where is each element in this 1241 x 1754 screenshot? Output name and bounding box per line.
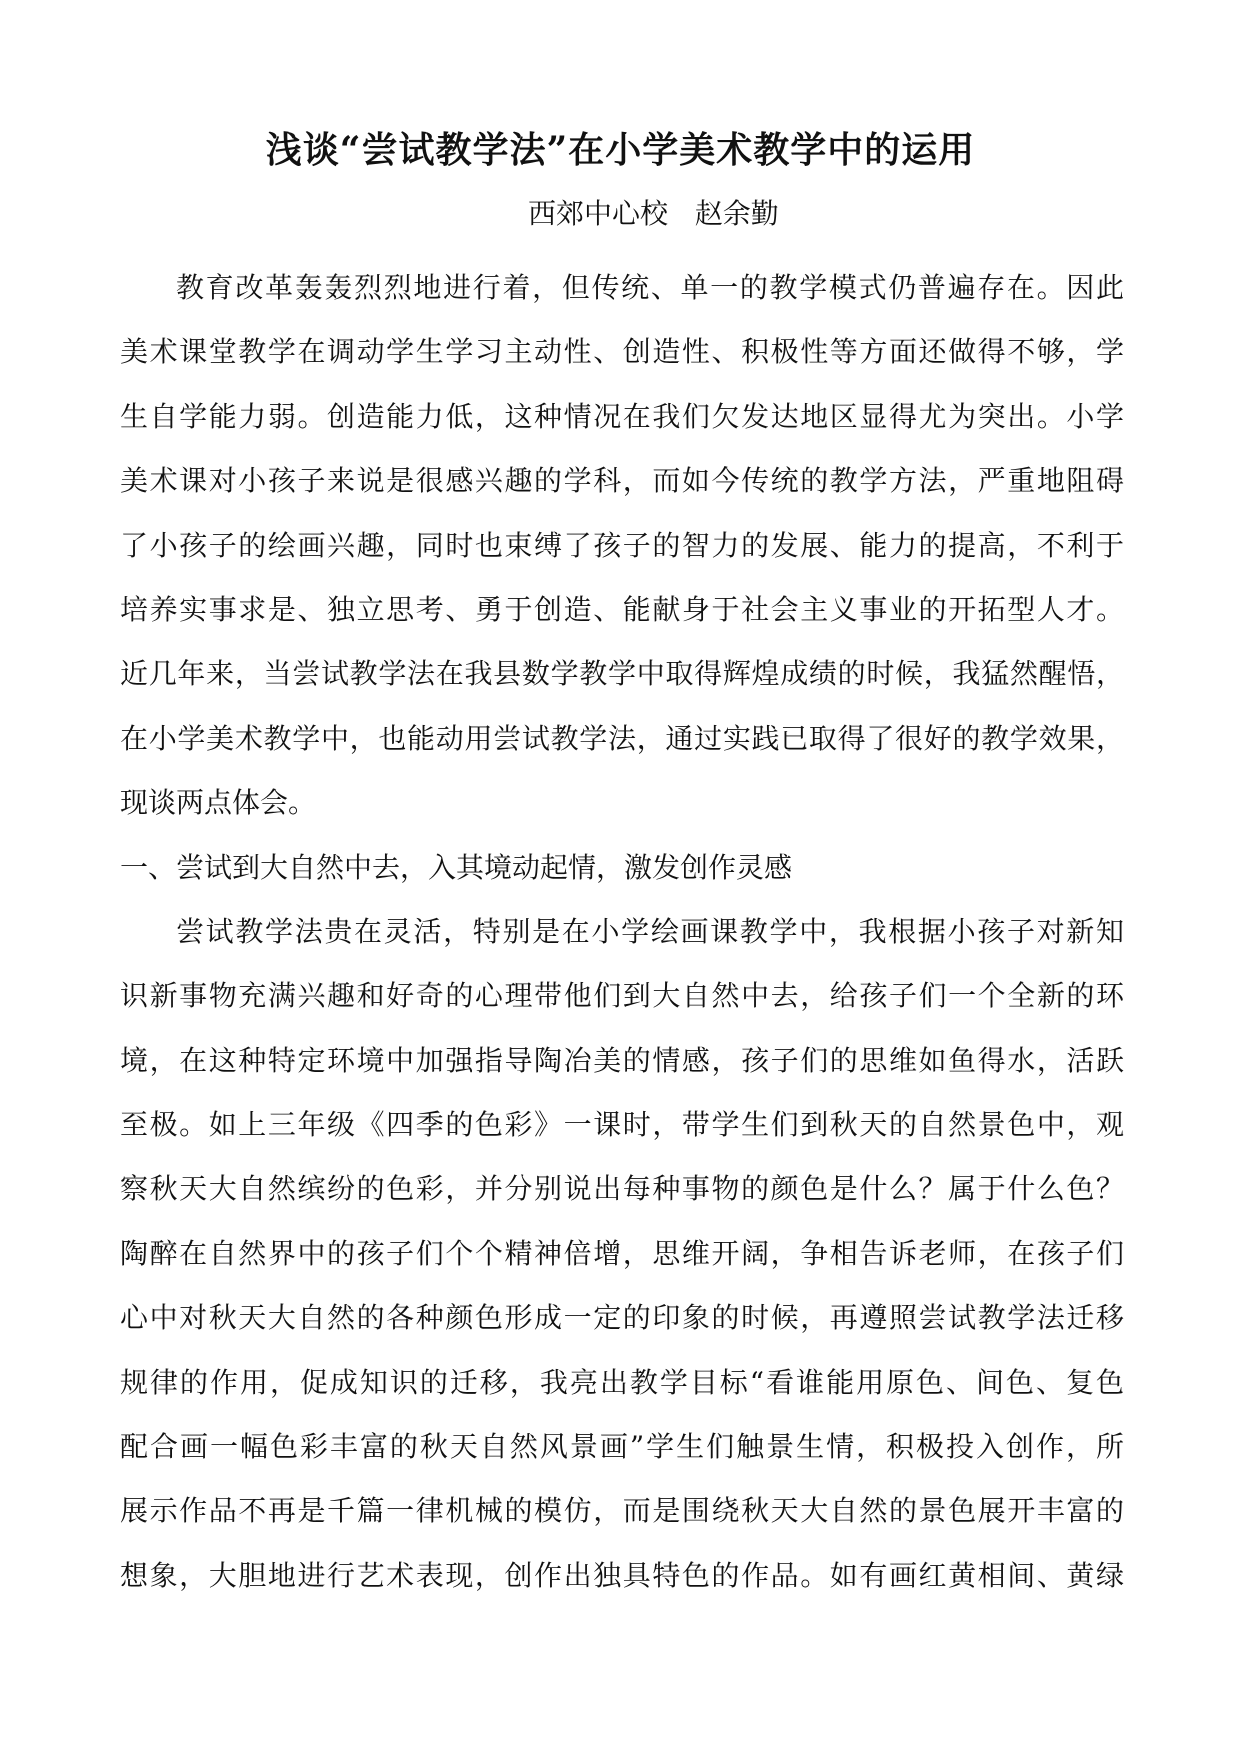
text-line: 美术课堂教学在调动学生学习主动性、创造性、积极性等方面还做得不够，学 (120, 335, 1124, 369)
text-line: 生自学能力弱。创造能力低，这种情况在我们欠发达地区显得尤为突出。小学 (120, 399, 1124, 433)
text-line: 在小学美术教学中，也能动用尝试教学法，通过实践已取得了很好的教学效果， (120, 721, 1124, 755)
text-line: 现谈两点体会。 (120, 786, 317, 820)
document-body (120, 256, 1124, 1608)
text-line: 至极。如上三年级《四季的色彩》一课时，带学生们到秋天的自然景色中，观 (120, 1108, 1124, 1142)
text-line: 了小孩子的绘画兴趣，同时也束缚了孩子的智力的发展、能力的提高，不利于 (120, 528, 1124, 562)
document-title: 浅谈“尝试教学法”在小学美术教学中的运用 (265, 129, 976, 171)
text-line: 教育改革轰轰烈烈地进行着，但传统、单一的教学模式仍普遍存在。因此 (176, 271, 1124, 304)
text-line: 培养实事求是、独立思考、勇于创造、能献身于社会主义事业的开拓型人才。 (120, 592, 1124, 626)
author-line: 西郊中心校 赵余勤 (528, 197, 779, 230)
text-line: 境，在这种特定环境中加强指导陶冶美的情感，孩子们的思维如鱼得水，活跃 (120, 1043, 1124, 1077)
text-line: 尝试教学法贵在灵活，特别是在小学绘画课教学中，我根据小孩子对新知 (176, 914, 1124, 948)
text-line: 配合画一幅色彩丰富的秋天自然风景画”学生们触景生情，积极投入创作，所 (120, 1430, 1124, 1464)
text-line: 心中对秋天大自然的各种颜色形成一定的印象的时候，再遵照尝试教学法迁移 (120, 1301, 1124, 1335)
text-line: 察秋天大自然缤纷的色彩，并分别说出每种事物的颜色是什么？属于什么色？ (120, 1172, 1124, 1206)
section-heading: 一、尝试到大自然中去，入其境动起情，激发创作灵感 (120, 850, 793, 884)
text-line: 想象，大胆地进行艺术表现，创作出独具特色的作品。如有画红黄相间、黄绿 (120, 1558, 1124, 1592)
text-line: 展示作品不再是千篇一律机械的模仿，而是围绕秋天大自然的景色展开丰富的 (120, 1494, 1124, 1528)
text-line: 陶醉在自然界中的孩子们个个精神倍增，思维开阔，争相告诉老师，在孩子们 (120, 1236, 1124, 1270)
text-line: 美术课对小孩子来说是很感兴趣的学科，而如今传统的教学方法，严重地阻碍 (120, 464, 1124, 498)
text-line: 识新事物充满兴趣和好奇的心理带他们到大自然中去，给孩子们一个全新的环 (120, 979, 1124, 1013)
text-line: 近几年来，当尝试教学法在我县数学教学中取得辉煌成绩的时候，我猛然醒悟， (120, 657, 1124, 691)
text-line: 规律的作用，促成知识的迁移，我亮出教学目标“看谁能用原色、间色、复色 (120, 1365, 1124, 1399)
